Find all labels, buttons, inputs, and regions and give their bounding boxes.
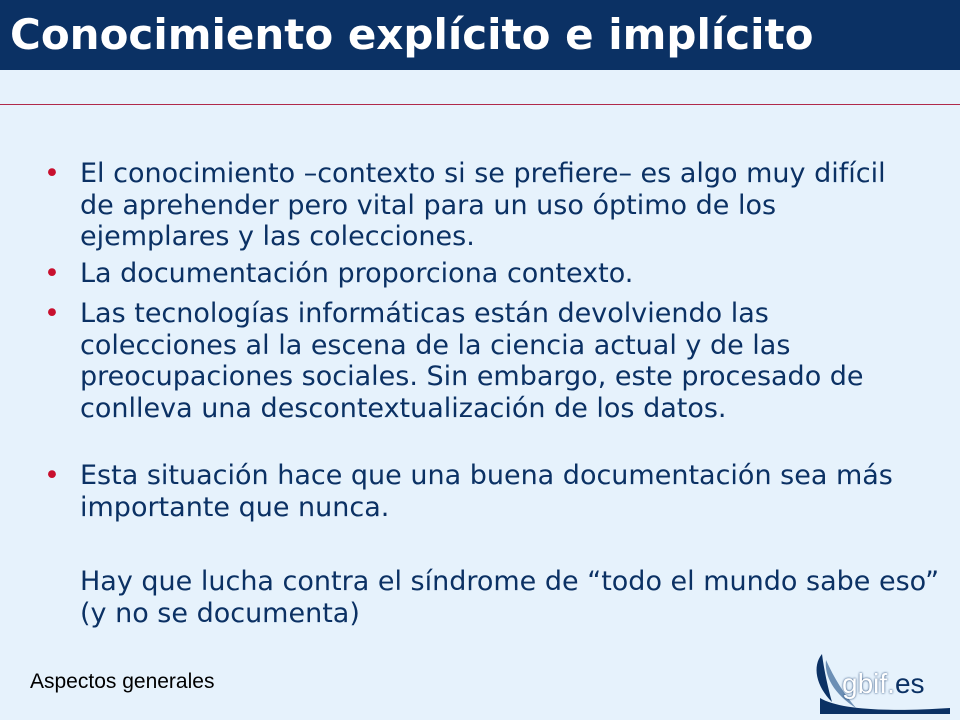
bullet-item xyxy=(44,258,924,290)
bullet-dot-icon: • xyxy=(44,258,60,289)
slide-note: Hay que lucha contra el síndrome de “todo el mundo sabe eso” (y no se documenta) xyxy=(80,566,940,629)
logo-name: gbif xyxy=(842,668,888,699)
bullet-item xyxy=(44,158,924,253)
bullet-text: La documentación proporciona contexto. xyxy=(80,258,634,289)
bullet-text: Las tecnologías informáticas están devolviendo las colecciones al la escena de la ciencia actual y de las preocupaciones sociales. Sin embargo, este procesado de conlleva una descontextualización de los datos. xyxy=(80,298,864,424)
bullet-dot-icon: • xyxy=(44,298,60,329)
bullet-item xyxy=(44,298,924,424)
bullet-text: Esta situación hace que una buena documentación sea más importante que nunca. xyxy=(80,460,893,523)
bullet-text: El conocimiento –contexto si se prefiere– es algo muy difícil de aprehender pero vital para un uso óptimo de los ejemplares y las colecciones. xyxy=(80,158,886,252)
bullet-item xyxy=(44,460,924,523)
gbif-logo-text xyxy=(842,668,925,700)
slide-title: Conocimiento explícito e implícito xyxy=(10,10,814,59)
footer-label: Aspectos generales xyxy=(30,670,215,693)
bullet-dot-icon: • xyxy=(44,460,60,491)
logo-dot: . xyxy=(887,668,895,699)
logo-tld: es xyxy=(894,668,925,699)
bullet-dot-icon: • xyxy=(44,158,60,189)
title-divider xyxy=(0,104,960,105)
title-bar xyxy=(0,0,960,70)
